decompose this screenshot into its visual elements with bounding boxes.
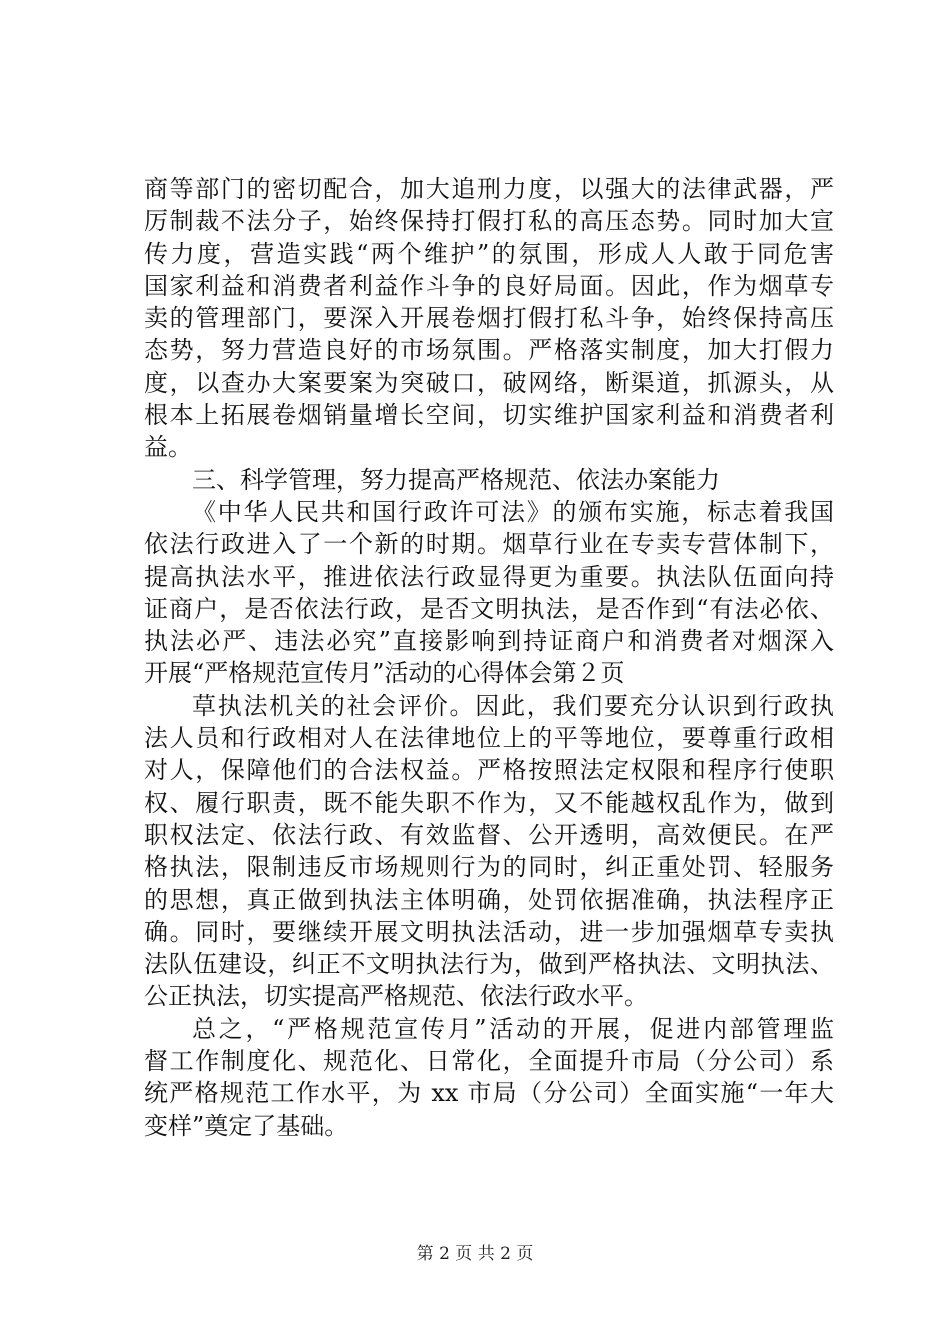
text-line: 开展“严格规范宣传月”活动的心得体会第２页 [144,659,625,688]
paragraph [144,173,834,464]
paragraph [144,464,834,496]
text-line: 传力度，营造实践“两个维护”的氛围，形成人人敢于同危害 [144,239,834,268]
text-line: 证商户，是否依法行政，是否文明执法，是否作到“有法必依、 [144,594,834,623]
text-line: 度，以查办大案要案为突破口，破网络，断渠道，抓源头，从 [144,368,834,397]
paragraph [144,690,834,1013]
text-line: 对人，保障他们的合法权益。严格按照法定权限和程序行使职 [144,756,834,785]
text-line: 的思想，真正做到执法主体明确，处罚依据准确，执法程序正 [144,885,834,914]
paragraph [144,1013,834,1142]
text-line: 法队伍建设，纠正不文明执法行为，做到严格执法、文明执法、 [144,950,834,979]
text-line: 厉制裁不法分子，始终保持打假打私的高压态势。同时加大宣 [144,207,834,236]
text-line: 确。同时，要继续开展文明执法活动，进一步加强烟草专卖执 [144,917,834,946]
text-line: 职权法定、依法行政、有效监督、公开透明，高效便民。在严 [144,820,834,849]
text-line: 国家利益和消费者利益作斗争的良好局面。因此，作为烟草专 [144,271,834,300]
text-line: 执法必严、违法必究”直接影响到持证商户和消费者对烟深入 [144,627,834,656]
text-line: 商等部门的密切配合，加大追刑力度，以强大的法律武器，严 [144,175,834,203]
page-footer: 第 2 页 共 2 页 [416,1244,534,1264]
paragraph [144,496,834,690]
text-line: 卖的管理部门，要深入开展卷烟打假打私斗争，始终保持高压 [144,304,834,333]
text-line: 督工作制度化、规范化、日常化，全面提升市局（分公司）系 [144,1047,834,1076]
text-line: 总之，“严格规范宣传月”活动的开展，促进内部管理监 [192,1014,834,1043]
text-line: 变样”奠定了基础。 [144,1111,349,1140]
text-line: 格执法，限制违反市场规则行为的同时，纠正重处罚、轻服务 [144,853,834,882]
text-line: 公正执法，切实提高严格规范、依法行政水平。 [144,982,648,1011]
text-line: 统严格规范工作水平，为 xx 市局（分公司）全面实施“一年大 [144,1079,834,1108]
text-line: 法人员和行政相对人在法律地位上的平等地位，要尊重行政相 [144,724,834,753]
text-line: 益。 [144,433,192,462]
text-line: 提高执法水平，推进依法行政显得更为重要。执法队伍面向持 [144,562,834,591]
document-body [144,173,834,1142]
text-line: 态势，努力营造良好的市场氛围。严格落实制度，加大打假力 [144,336,834,365]
text-line: 权、履行职责，既不能失职不作为，又不能越权乱作为，做到 [144,788,834,817]
text-line: 根本上拓展卷烟销量增长空间，切实维护国家利益和消费者利 [144,401,834,430]
text-line: 依法行政进入了一个新的时期。烟草行业在专卖专营体制下， [144,530,834,559]
text-line: 草执法机关的社会评价。因此，我们要充分认识到行政执 [192,691,834,720]
text-line: 《中华人民共和国行政许可法》的颁布实施，标志着我国 [192,497,834,526]
text-line: 三、科学管理，努力提高严格规范、依法办案能力 [192,465,720,494]
